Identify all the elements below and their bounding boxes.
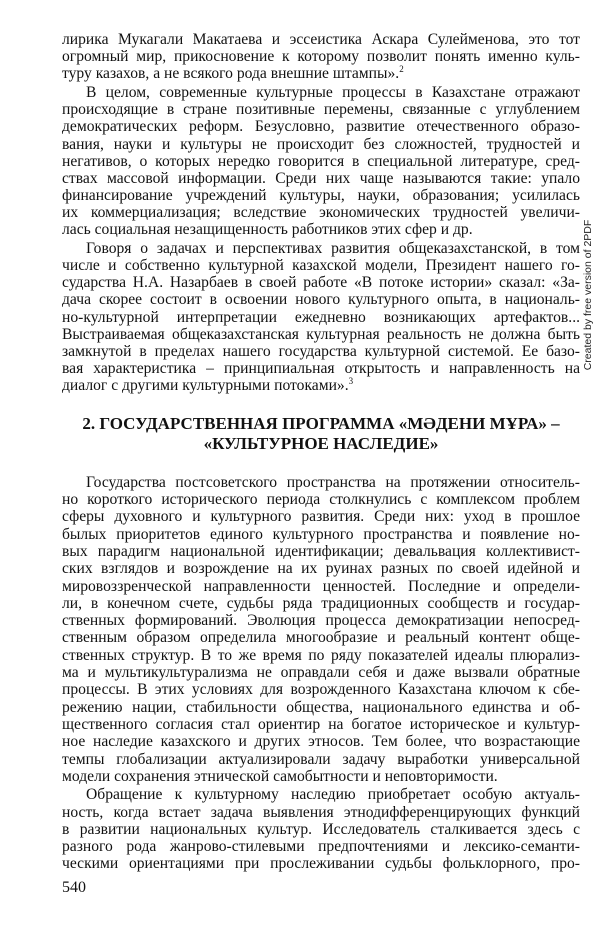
text-line: былых приоритетов единого культурного пространства и появление но- (62, 526, 580, 543)
text-line: демократических реформ. Безусловно, развитие отечественного образо- (62, 118, 580, 135)
footnote-ref: 2 (399, 64, 404, 74)
text-line: ственных структур. В то же время по ряду показателей идеалы плюрализ- (62, 647, 580, 664)
text-line: ма и мультикультурализма не оправдали себя и даже вызвали обратные (62, 664, 580, 681)
text-line: Говоря о задачах и перспективах развития общеказахстанской, в том (86, 240, 580, 257)
text-line: ческими ориентациями при прослеживании судьбы фольклорного, про- (62, 855, 580, 872)
text-line: Обращение к культурному наследию приобретает особую актуаль- (86, 786, 580, 803)
section-heading-continued: «КУЛЬТУРНОЕ НАСЛЕДИЕ» (203, 434, 439, 453)
text-line: процессы. В этих условиях для возрожденного Казахстана ключом к сбе- (62, 681, 580, 698)
text-line: Государства постсоветского пространства на протяжении относитель- (86, 474, 580, 491)
text-line: замкнутой в пределах нашего государства культурной системой. Ее базо- (62, 343, 580, 360)
text-line: вая характеристика – принципиальная открытость и направленность на (62, 360, 580, 377)
watermark (582, 220, 594, 370)
text-line: ное наследие казахского и других этносов. Тем более, что возрастающие (62, 733, 580, 750)
watermark-text: Created by free version of 2PDF (582, 219, 594, 371)
text-line: В целом, современные культурные процессы в Казахстане отражают (86, 84, 580, 101)
text-line (62, 377, 580, 394)
text-line: ских взглядов и возрождение на их руинах разных по своей идейной и (62, 560, 580, 577)
text-line: негативов, о которых нередко говорится в специальной литературе, сред- (62, 153, 580, 170)
text-line: лирика Мукагали Макатаева и эссеистика Аскара Сулейменова, это тот (62, 31, 580, 48)
text-line: сферы духовного и культурного развития. Среди них: уход в прошлое (62, 508, 580, 525)
text-line: лась социальная незащищенность работников этих сфер и др. (62, 221, 473, 238)
text-line: в развитии национальных культур. Исследователь сталкивается здесь с (62, 821, 580, 838)
text-line: огромный мир, прикосновение к которому позволит понять именно куль- (62, 48, 580, 65)
text-line (62, 65, 580, 82)
text-line: мировоззренческой направленности ценностей. Последние и определи- (62, 578, 580, 595)
page-number: 540 (62, 879, 86, 896)
text-line: финансирование учреждений культуры, науки, образования; усилилась (62, 187, 580, 204)
text-line: вых парадигм национальной идентификации; девальвация коллективист- (62, 543, 580, 560)
footnote-ref: 3 (348, 376, 354, 386)
text-line: темпы глобализации актуализировали задачу выработки универсальной (62, 751, 580, 768)
text-line: ли, в конечном счете, судьбы ряда традиционных сообществ и государ- (62, 595, 580, 612)
text-line: дача скорее состоит в освоении нового культурного опыта, в националь- (62, 291, 580, 308)
text-line: ственным образом определила многообразие и реальный контент обще- (62, 629, 580, 646)
text-line: Выстраиваемая общеказахстанская культурная реальность не должна быть (62, 326, 580, 343)
text-line: щественного согласия стал ориентир на богатое историческое и культур- (62, 716, 580, 733)
text-line: но короткого исторического периода столкнулись с комплексом проблем (62, 491, 580, 508)
text-line: вания, науки и культуры не происходит без сложностей, трудностей и (62, 136, 580, 153)
text-line: ствах массовой информации. Среди них чаще называются такие: упало (62, 170, 580, 187)
text-line: ность, когда встает задача выявления этнодифференцирующих функций (62, 804, 580, 821)
text-line-content: туру казахов, а не всякого рода внешние штампы». (62, 65, 400, 82)
text-line: происходящие в стране позитивные перемены, связанные с углублением (62, 101, 580, 118)
text-line: разного рода жанрово-стилевыми предпочтениями и лексико-семанти- (62, 838, 580, 855)
text-line: ственных формирований. Эволюция процесса демократизации непосред- (62, 612, 580, 629)
text-line: их коммерциализация; вследствие экономических трудностей увеличи- (62, 204, 580, 221)
text-line: модели сохранения этнической самобытности и неповторимости. (62, 768, 498, 785)
text-line: числе и собственно культурной казахской модели, Президент нашего го- (62, 257, 580, 274)
text-line: сударства Н.А. Назарбаев в своей работе «В потоке истории» сказал: «За- (62, 274, 580, 291)
text-line: но-культурной интерпретации ежедневно возникающих артефактов... (62, 309, 580, 326)
section-heading: 2. ГОСУДАРСТВЕННАЯ ПРОГРАММА «МӘДЕНИ МҰРА» – (82, 414, 560, 433)
text-line: режению нации, стабильности общества, национального единства и об- (62, 699, 580, 716)
text-line-content: диалог с другими культурными потоками». (62, 377, 349, 394)
